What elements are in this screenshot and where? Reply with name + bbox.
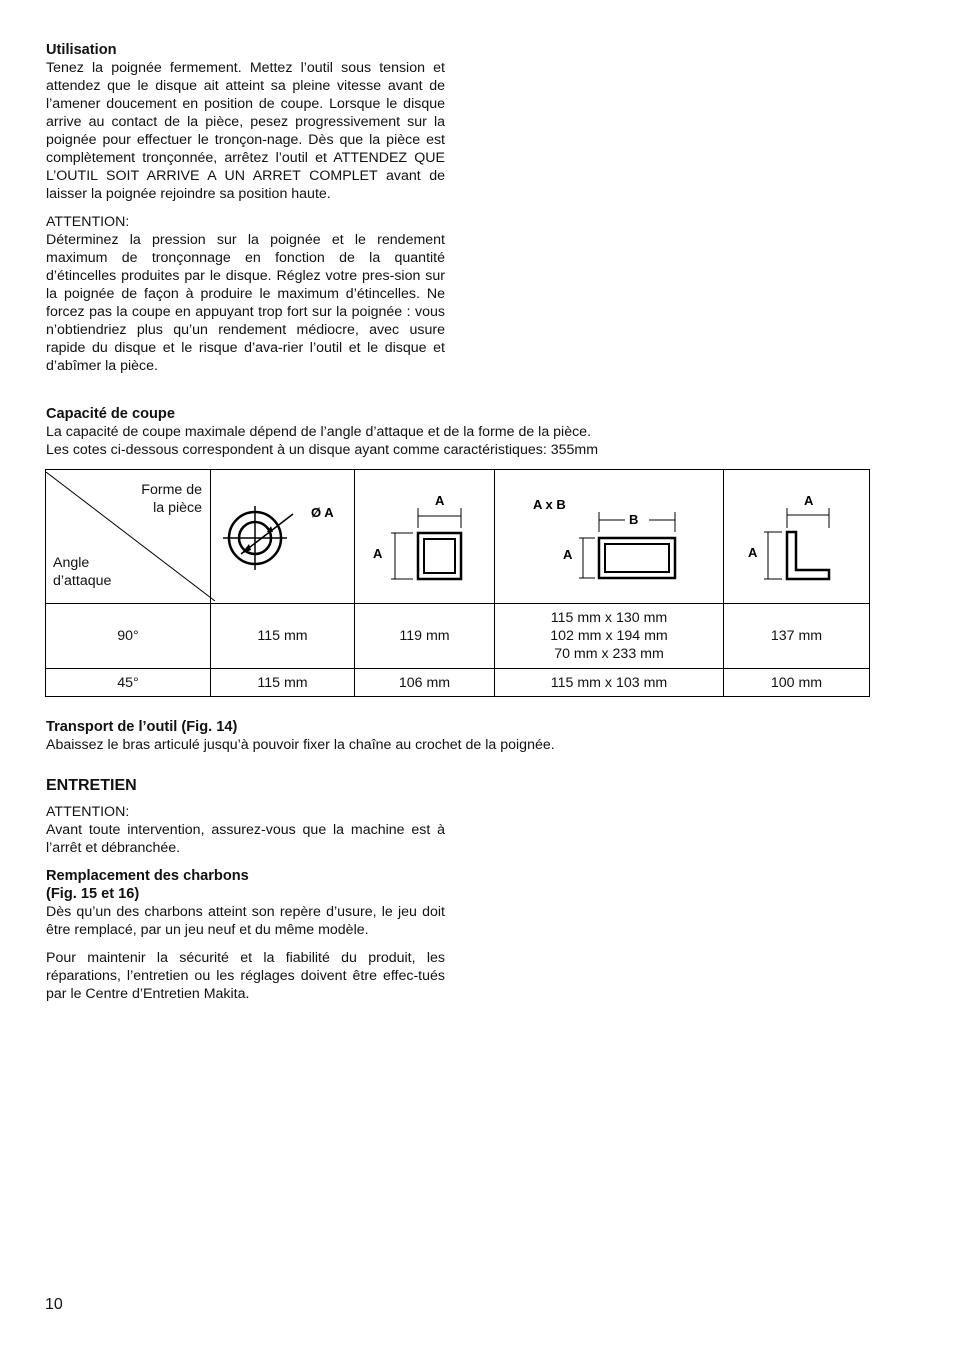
row45-square: 106 mm xyxy=(355,669,495,697)
capacite-line-2: Les cotes ci-dessous correspondent à un disque ayant comme caractéristiques: 355mm xyxy=(46,442,599,458)
utilisation-heading: Utilisation xyxy=(46,42,117,58)
rect-a-label: A xyxy=(563,547,573,562)
row45-rect: 115 mm x 103 mm xyxy=(495,669,724,697)
capacite-heading: Capacité de coupe xyxy=(46,406,175,422)
shape-angle-cell xyxy=(724,470,870,604)
header-forme-label: Forme de la pièce xyxy=(141,482,202,516)
capacity-table xyxy=(45,469,870,697)
charbons-body: Dès qu’un des charbons atteint son repère d’usure, le jeu doit être remplacé, par un jeu neuf et du même modèle. xyxy=(46,904,445,938)
header-diagonal-cell xyxy=(46,470,211,604)
entretien-attention-body: Avant toute intervention, assurez-vous que la machine est à l’arrêt et débranchée. xyxy=(46,822,445,856)
table-row-90 xyxy=(46,604,870,669)
rectangular-tube-icon xyxy=(495,470,723,599)
rect-title-label: A x B xyxy=(533,497,566,512)
capacity-table-header xyxy=(46,470,870,604)
entretien-attention-label: ATTENTION: xyxy=(46,804,130,820)
capacite-section xyxy=(46,405,876,459)
row90-rect-3: 70 mm x 233 mm xyxy=(554,646,664,662)
round-bar-icon xyxy=(211,470,354,599)
transport-heading: Transport de l’outil (Fig. 14) xyxy=(46,719,238,735)
utilisation-section xyxy=(46,41,445,375)
utilisation-body: Tenez la poignée fermement. Mettez l’outil sous tension et attendez que le disque ait atteint sa pleine vitesse avant de l’amener doucement en position de coupe. Lorsque le disque arrive au contact de la pièce, pesez progressivement sur la poignée pour effectuer le tronçon-nage. Dès que la pièce est complètement tronçonnée, arrêtez l’outil et ATTENDEZ QUE L’OUTIL SOIT ARRIVE A UN ARRET COMPLET avant de laisser la poignée rejoindre sa position haute. xyxy=(46,60,445,202)
square-side-label: A xyxy=(373,546,383,561)
row90-rect-1: 115 mm x 130 mm xyxy=(550,610,668,626)
angle-top-label: A xyxy=(804,493,814,508)
row90-rect xyxy=(495,604,724,669)
table-row-45 xyxy=(46,669,870,697)
shape-square-cell xyxy=(355,470,495,604)
angle-side-label: A xyxy=(748,545,758,560)
row90-square: 119 mm xyxy=(355,604,495,669)
round-label: Ø A xyxy=(311,505,334,520)
transport-body: Abaissez le bras articulé jusqu’à pouvoir fixer la chaîne au crochet de la poignée. xyxy=(46,737,555,753)
page-number: 10 xyxy=(45,1296,63,1313)
header-angle-label: Angle d’attaque xyxy=(53,555,112,589)
row90-angle: 90° xyxy=(46,604,211,669)
makita-body: Pour maintenir la sécurité et la fiabilité du produit, les réparations, l’entretien ou les réglages doivent être effec-tués par le Centre d’Entretien Makita. xyxy=(46,950,445,1002)
square-top-label: A xyxy=(435,493,445,508)
entretien-section xyxy=(46,777,445,1003)
utilisation-attention-body: Déterminez la pression sur la poignée et le rendement maximum de tronçonnage en fonction de la quantité d’étincelles produites par le disque. Réglez votre pres-sion sur la poignée de façon à produire le maximum d’étincelles. Ne forcez pas la coupe en appuyant trop fort sur la poignée : vous n’obtiendriez plus qu’un rendement médiocre, avec usure rapide du disque et le risque d’ava-rier l’outil et le disque et d’abîmer la pièce. xyxy=(46,232,445,374)
row45-angle: 45° xyxy=(46,669,211,697)
transport-section xyxy=(46,718,876,754)
row90-angle-iron: 137 mm xyxy=(724,604,870,669)
square-tube-icon xyxy=(355,470,494,599)
row90-round: 115 mm xyxy=(211,604,355,669)
utilisation-attention-label: ATTENTION: xyxy=(46,214,130,230)
shape-round-cell xyxy=(211,470,355,604)
row90-rect-2: 102 mm x 194 mm xyxy=(550,628,668,644)
row45-angle-iron: 100 mm xyxy=(724,669,870,697)
row45-round: 115 mm xyxy=(211,669,355,697)
capacite-line-1: La capacité de coupe maximale dépend de l’angle d’attaque et de la forme de la pièce. xyxy=(46,424,592,440)
angle-iron-icon xyxy=(724,470,869,599)
charbons-heading-1: Remplacement des charbons xyxy=(46,868,249,884)
rect-b-label: B xyxy=(629,512,639,527)
charbons-heading-2: (Fig. 15 et 16) xyxy=(46,886,140,902)
shape-rect-cell xyxy=(495,470,724,604)
entretien-heading: ENTRETIEN xyxy=(46,777,137,794)
